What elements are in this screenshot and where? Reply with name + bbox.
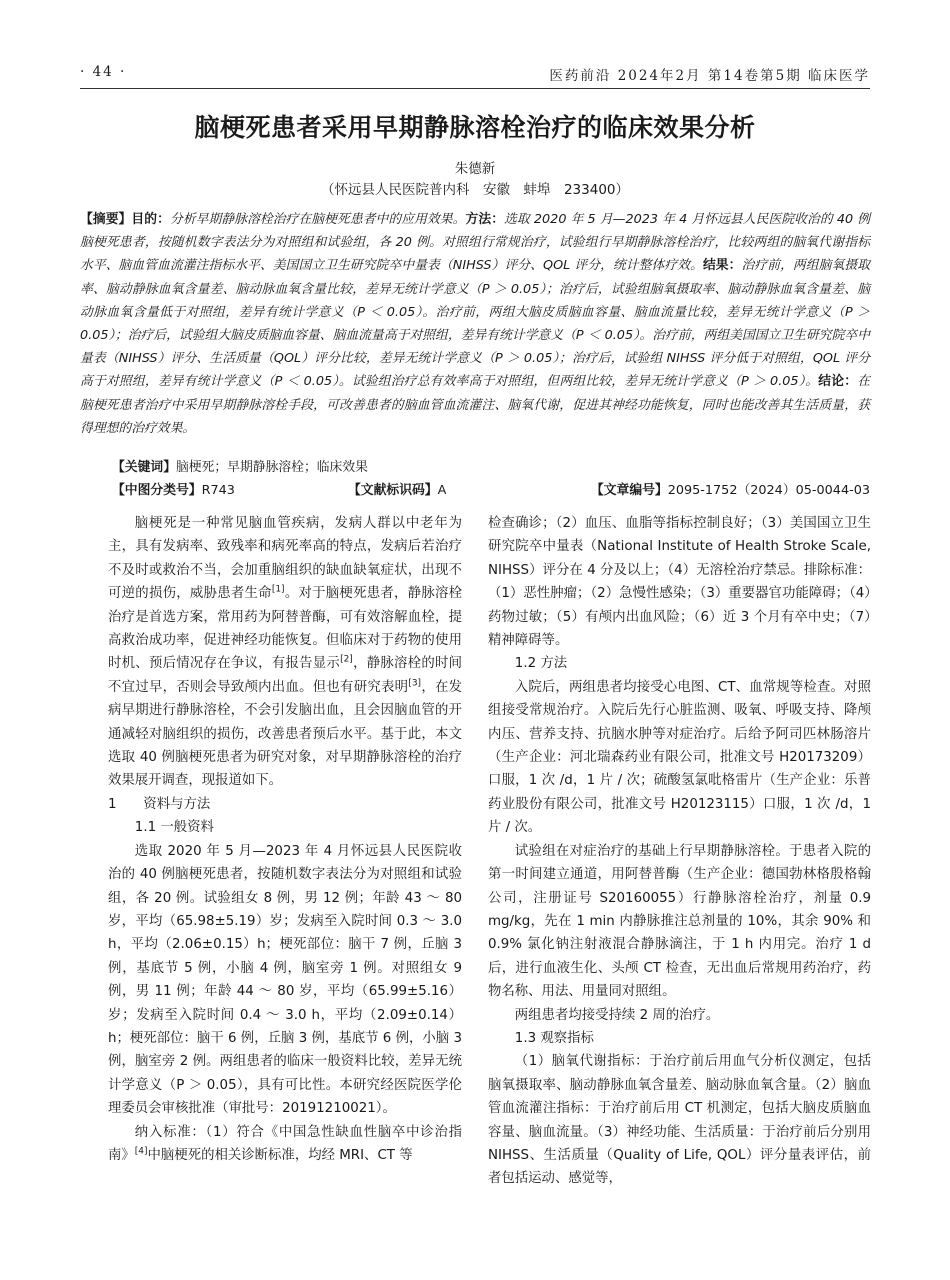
- citation-4[interactable]: [4]: [134, 1146, 148, 1157]
- inclusion-paragraph: [108, 1121, 462, 1168]
- doc-code: [348, 479, 446, 498]
- doc-value: A: [437, 483, 447, 498]
- method-paragraph-1: 入院后，两组患者均接受心电图、CT、血常规等检查。对照组接受常规治疗。入院后先行心脏监测、吸氧、呼吸支持、降颅内压、营养支持、抗脑水肿等对症治疗。后给予阿司匹林肠溶片（生产企业：河北瑞森药业有限公司，批准文号 H20173209）口服，1 次 /d，1 片 / 次；硫酸氢氯吡格雷片（生产企业：乐普药业股份有限公司，批准文号 H20123115）口服，1 次 /d，1 片 / 次。: [488, 679, 871, 836]
- running-header: [80, 62, 870, 89]
- section-heading-1-1: 1.1 一般资料: [134, 820, 214, 836]
- aim-text: 分析早期静脉溶栓治疗在脑梗死患者中的应用效果。: [169, 212, 466, 227]
- keywords-label: 【关键词】: [112, 460, 176, 475]
- clc-value: R743: [201, 483, 235, 498]
- right-column: [488, 512, 871, 1191]
- intro-text-4: ，在发病早期进行静脉溶栓，不会引发脑出血，且会因脑血管的开通减轻对脑组织的损伤，改善患者预后水平。基于此，本文选取 40 例脑梗死患者为研究对象，对早期静脉溶栓的治疗效果展开调查，现报道如下。: [108, 679, 463, 789]
- intro-text-3: ，静脉溶栓的时间不宜过早，否则会导致颅内出血。但也有研究表明: [108, 656, 463, 695]
- inclusion-text-2: 中脑梗死的相关诊断标准，均经 MRI、CT 等: [147, 1147, 413, 1163]
- conclusion-text: 在脑梗死患者治疗中采用早期静脉溶栓手段，可改善患者的脑血管血流灌注、脑氧代谢，促进其神经功能恢复，同时也能改善其生活质量，获得理想的治疗效果。: [80, 374, 871, 436]
- keywords-text: 脑梗死；早期静脉溶栓；临床效果: [175, 460, 368, 475]
- section-heading-1-2: 1.2 方法: [514, 656, 568, 672]
- article-number: [591, 479, 870, 498]
- clc-code: [112, 479, 235, 498]
- section-heading-1: 1 资料与方法: [108, 796, 211, 812]
- inclusion-text-1: 纳入标准：（1）符合《中国急性缺血性脑卒中诊治指南》: [108, 1124, 462, 1163]
- doc-label: 【文献标识码】: [348, 483, 438, 498]
- clc-label: 【中图分类号】: [112, 483, 202, 498]
- method-paragraph-2: 试验组在对症治疗的基础上行早期静脉溶栓。于患者入院的第一时间建立通道，用阿替普酶（生产企业：德国勃林格殷格翰公司，注册证号 S20160055）行静脉溶栓治疗，剂量 0.9 mg/kg，先在 1 min 内静脉推注总剂量的 10%，其余 90% 和 0.9% 氯化钠注射液混合静脉滴注，于 1 h 内用完。治疗 1 d 后，进行血液生化、头颅 CT 检查，无出血后常规用药治疗，药物名称、用法、用量同对照组。: [488, 843, 871, 1000]
- conclusion-label: 结论：: [818, 374, 858, 390]
- observation-paragraph: （1）脑氧代谢指标：于治疗前后用血气分析仪测定，包括脑氧摄取率、脑动静脉血氧含量差、脑动脉血氧含量。（2）脑血管血流灌注指标：于治疗前后用 CT 机测定，包括大脑皮质脑血容量、脑血流量。（3）神经功能、生活质量：于治疗前后分别用 NIHSS、生活质量（Quality of Life, QOL）评分量表评估，前者包括运动、感觉等，: [488, 1054, 871, 1187]
- citation-2[interactable]: [2]: [340, 654, 353, 665]
- page-number: · 44 ·: [80, 64, 127, 80]
- method-label: 方法：: [465, 212, 505, 227]
- abstract-label: 【摘要】: [80, 212, 132, 227]
- art-label: 【文章编号】: [590, 483, 668, 498]
- result-label: 结果：: [702, 258, 742, 274]
- intro-text-2: 。对于脑梗死患者，静脉溶栓治疗是首选方案，常用药为阿替普酶，可有效溶解血栓，提高救治成功率，促进神经功能恢复。但临床对于药物的使用时机、预后情况存在争议，有报告显示: [108, 586, 463, 672]
- method-text: 选取 2020 年 5 月—2023 年 4 月怀远县人民医院收治的 40 例脑梗死患者，按随机数字表法分为对照组和试验组，各 20 例。对照组行常规治疗，试验组行早期静脉溶栓治疗，比较两组的脑氧代谢指标水平、脑血管血流灌注指标水平、美国国立卫生研究院卒中量表（NIHSS）评分、QOL 评分，统计整体疗效。: [80, 212, 871, 274]
- journal-info: 医药前沿 2024年2月 第14卷第5期 临床医学: [549, 68, 870, 84]
- author: 朱德新: [454, 161, 496, 177]
- citation-1[interactable]: [1]: [271, 584, 285, 595]
- general-data-paragraph: 选取 2020 年 5 月—2023 年 4 月怀远县人民医院收治的 40 例脑梗死患者，按随机数字表法分为对照组和试验组，各 20 例。试验组女 8 例，男 12 例；年龄 43 ～ 80 岁，平均（65.98±5.19）岁；发病至入院时间 0.3 ～ 3.0 h，平均（2.06±0.15）h；梗死部位：脑干 7 例，丘脑 3 例，基底节 5 例，小脑 4 例，脑室旁 1 例。对照组女 9 例，男 11 例；年龄 44 ～ 80 岁，平均（65.99±5.16）岁；发病至入院时间 0.4 ～ 3.0 h，平均（2.09±0.14）h；梗死部位：脑干 6 例，丘脑 3 例，基底节 6 例，小脑 3 例，脑室旁 2 例。两组患者的临床一般资料比较，差异无统计学意义（P ＞ 0.05），具有可比性。本研究经医院医学伦理委员会审核批准（审批号：20191210021）。: [108, 843, 462, 1117]
- classification-row: [112, 479, 870, 499]
- citation-3[interactable]: [3]: [408, 678, 422, 689]
- section-heading-1-3: 1.3 观察指标: [514, 1030, 594, 1046]
- aim-label: 目的：: [131, 212, 170, 227]
- method-paragraph-3: 两组患者均接受持续 2 周的治疗。: [514, 1007, 720, 1023]
- affiliation: （怀远县人民医院普内科 安徽 蚌埠 233400）: [320, 182, 630, 198]
- criteria-paragraph: 检查确诊；（2）血压、血脂等指标控制良好；（3）美国国立卫生研究院卒中量表（National Institute of Health Stroke Scale, NIHSS）评分在 4 分及以上；（4）无溶栓治疗禁忌。排除标准：（1）恶性肿瘤；（2）急慢性感染；（3）重要器官功能障碍；（4）药物过敏；（5）有颅内出血风险；（6）近 3 个月有卒中史；（7）精神障碍等。: [488, 516, 871, 649]
- intro-paragraph: [108, 512, 462, 793]
- keywords: [112, 456, 368, 475]
- left-column: [108, 512, 462, 1167]
- abstract: [80, 208, 870, 440]
- article-title: 脑梗死患者采用早期静脉溶栓治疗的临床效果分析: [194, 113, 756, 142]
- art-value: 2095-1752（2024）05-0044-03: [667, 483, 870, 498]
- intro-text-1: 脑梗死是一种常见脑血管疾病，发病人群以中老年为主，具有发病率、致残率和病死率高的特点，发病后若治疗不及时或救治不当，会加重脑组织的缺血缺氧症状，出现不可逆的损伤，威胁患者生命: [108, 516, 462, 602]
- result-text: 治疗前，两组脑氧摄取率、脑动静脉血氧含量差、脑动脉血氧含量比较，差异无统计学意义（P ＞ 0.05）；治疗后，试验组脑氧摄取率、脑动静脉血氧含量差、脑动脉血氧含量低于对照组，差异有统计学意义（P ＜ 0.05）。治疗前，两组大脑皮质脑血容量、脑血流量比较，差异无统计学意义（P ＞ 0.05）；治疗后，试验组大脑皮质脑血容量、脑血流量高于对照组，差异有统计学意义（P ＜ 0.05）。治疗前，两组美国国立卫生研究院卒中量表（NIHSS）评分、生活质量（QOL）评分比较，差异无统计学意义（P ＞ 0.05）；治疗后，试验组 NIHSS 评分低于对照组，QOL 评分高于对照组，差异有统计学意义（P ＜ 0.05）。试验组治疗总有效率高于对照组，但两组比较，差异无统计学意义（P ＞ 0.05）。: [80, 258, 871, 390]
